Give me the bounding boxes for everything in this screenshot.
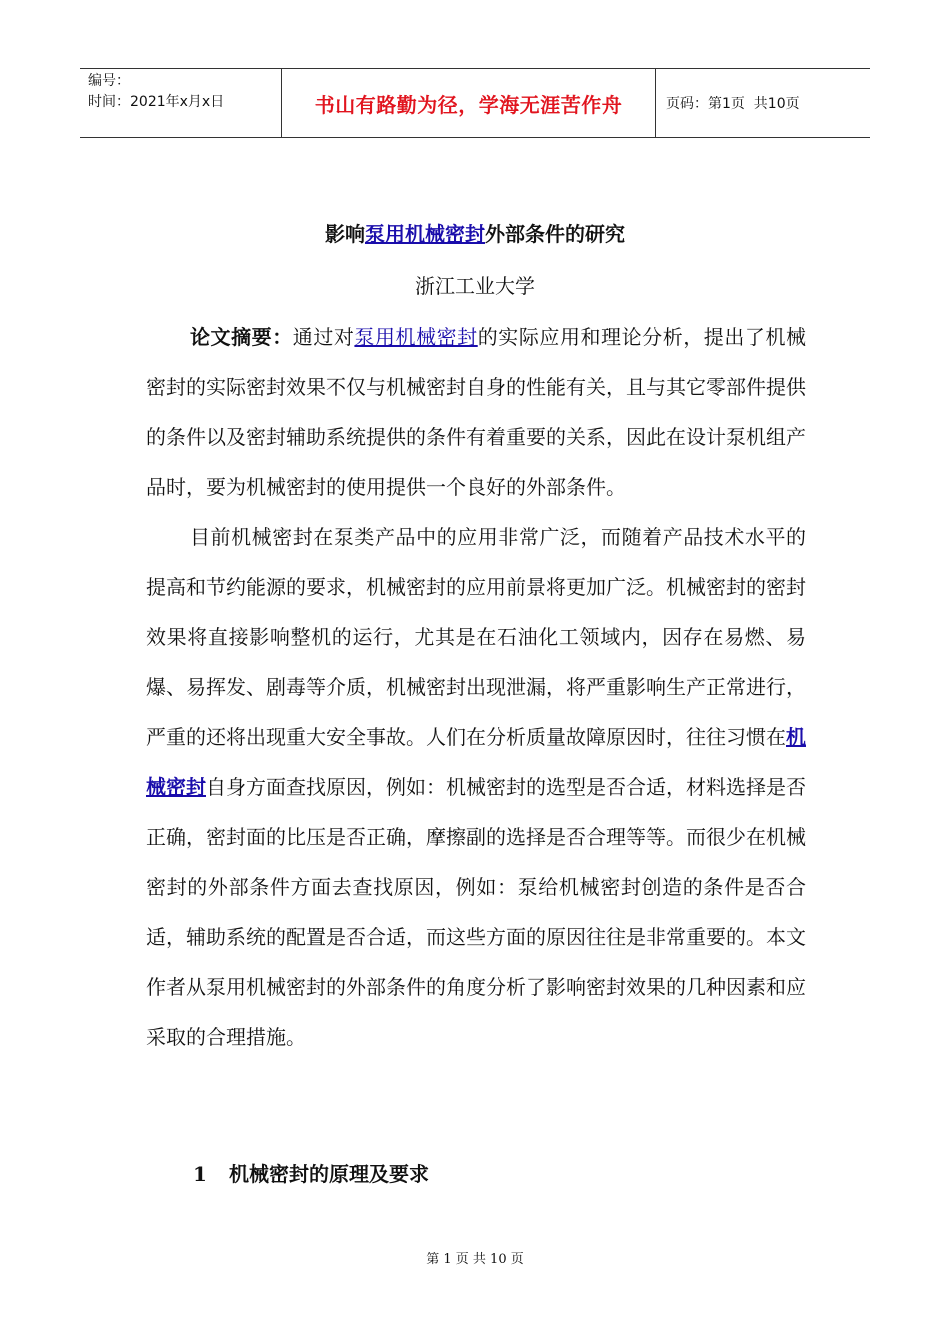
header-motto: 书山有路勤为径，学海无涯苦作舟 [282, 69, 656, 137]
document-body [146, 312, 806, 1062]
page-label: 页码：第1页 共10页 [666, 96, 800, 112]
abstract-text-after: 的实际应用和理论分析，提出了机械密封的实际密封效果不仅与机械密封自身的性能有关，且与其它零部件提供的条件以及密封辅助系统提供的条件有着重要的关系，因此在设计泵机组产品时，要为机械密封的使用提供一个良好的外部条件。 [146, 325, 807, 499]
document-title [0, 218, 950, 247]
paragraph-link[interactable]: 机械密封 [146, 725, 806, 799]
title-link[interactable]: 泵用机械密封 [365, 222, 485, 246]
section-number: 1 [193, 1162, 207, 1186]
abstract-text-before: 通过对 [292, 325, 355, 349]
abstract-paragraph [146, 312, 806, 512]
paragraph-text-after: 自身方面查找原因，例如：机械密封的选型是否合适，材料选择是否正确，密封面的比压是否正确，摩擦副的选择是否合理等等。而很少在机械密封的外部条件方面去查找原因，例如：泵给机械密封创造的条件是否合适，辅助系统的配置是否合适，而这些方面的原因往往是非常重要的。本文作者从泵用机械密封的外部条件的角度分析了影响密封效果的几种因素和应采取的合理措施。 [146, 775, 806, 1049]
header-page [656, 69, 870, 137]
affiliation: 浙江工业大学 [415, 274, 535, 298]
abstract-link[interactable]: 泵用机械密封 [354, 325, 478, 349]
paragraph-text-before: 目前机械密封在泵类产品中的应用非常广泛，而随着产品技术水平的提高和节约能源的要求，机械密封的应用前景将更加广泛。机械密封的密封效果将直接影响整机的运行，尤其是在石油化工领域内，因存在易燃、易爆、易挥发、剧毒等介质，机械密封出现泄漏，将严重影响生产正常进行，严重的还将出现重大安全事故。人们在分析质量故障原因时，往往习惯在 [146, 525, 806, 749]
title-suffix: 外部条件的研究 [485, 222, 625, 246]
time-label: 时间：2021年x月x日 [88, 94, 225, 110]
body-paragraph [146, 512, 806, 1062]
page-footer [0, 1248, 950, 1267]
document-header [80, 68, 870, 138]
title-prefix: 影响 [325, 222, 365, 246]
number-label: 编号： [88, 73, 130, 89]
section-heading [193, 1158, 429, 1187]
header-meta [80, 69, 282, 137]
abstract-label: 论文摘要： [190, 325, 293, 349]
section-title: 机械密封的原理及要求 [229, 1162, 429, 1186]
footer-page-text: 第 1 页 共 10 页 [426, 1252, 524, 1267]
